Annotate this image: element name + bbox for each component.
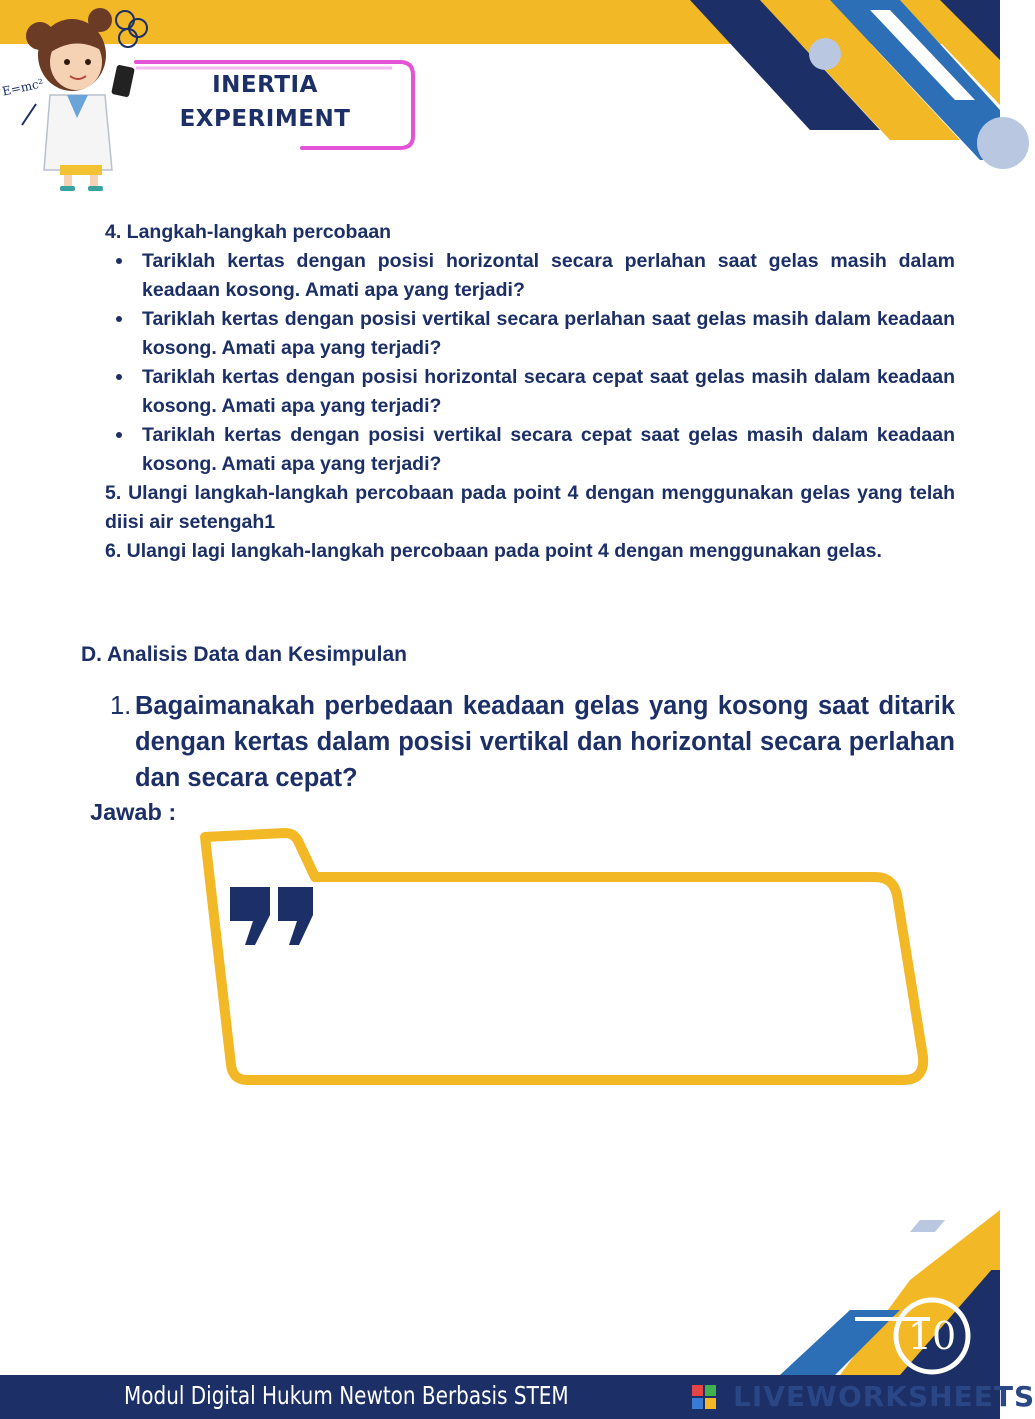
title-line-2: EXPERIMENT (179, 106, 351, 132)
step-5: 5. Ulangi langkah-langkah percobaan pada point 4 dengan menggunakan gelas yang telah diisi air setengah1 (105, 482, 955, 533)
step-6: 6. Ulangi lagi langkah-langkah percobaan pada point 4 dengan menggunakan gelas. (105, 540, 882, 562)
step-bullet: Tariklah kertas dengan posisi vertikal secara perlahan saat gelas masih dalam keadaan kosong. Amati apa yang terjadi? (142, 305, 955, 363)
answer-box[interactable] (195, 825, 935, 1090)
steps-bullet-list (105, 247, 955, 479)
page-number: 10 (907, 1314, 957, 1358)
liveworksheets-logo-icon (692, 1385, 716, 1409)
page-title (150, 68, 380, 136)
step-bullet: Tariklah kertas dengan posisi horizontal secara perlahan saat gelas masih dalam keadaan kosong. Amati apa yang terjadi? (142, 247, 955, 305)
title-line-1: INERTIA (212, 72, 318, 98)
question-text: Bagaimanakah perbedaan keadaan gelas yang kosong saat ditarik dengan kertas dalam posisi vertikal dan horizontal secara perlahan dan secara cepat? (135, 692, 955, 792)
step-bullet: Tariklah kertas dengan posisi vertikal secara cepat saat gelas masih dalam keadaan kosong. Amati apa yang terjadi? (142, 421, 955, 479)
mascot-formula: E=mc² (0, 76, 45, 99)
steps-heading: 4. Langkah-langkah percobaan (105, 221, 392, 243)
watermark-text: LIVEWORKSHEETS (733, 1380, 1035, 1413)
step-bullet: Tariklah kertas dengan posisi horizontal secara cepat saat gelas masih dalam keadaan kosong. Amati apa yang terjadi? (142, 363, 955, 421)
section-title: D. Analisis Data dan Kesimpulan (81, 643, 407, 666)
answer-label: Jawab : (90, 799, 177, 825)
module-title: Modul Digital Hukum Newton Berbasis STEM (124, 1381, 569, 1410)
question-number: 1. (110, 692, 132, 720)
experiment-steps (105, 218, 955, 566)
